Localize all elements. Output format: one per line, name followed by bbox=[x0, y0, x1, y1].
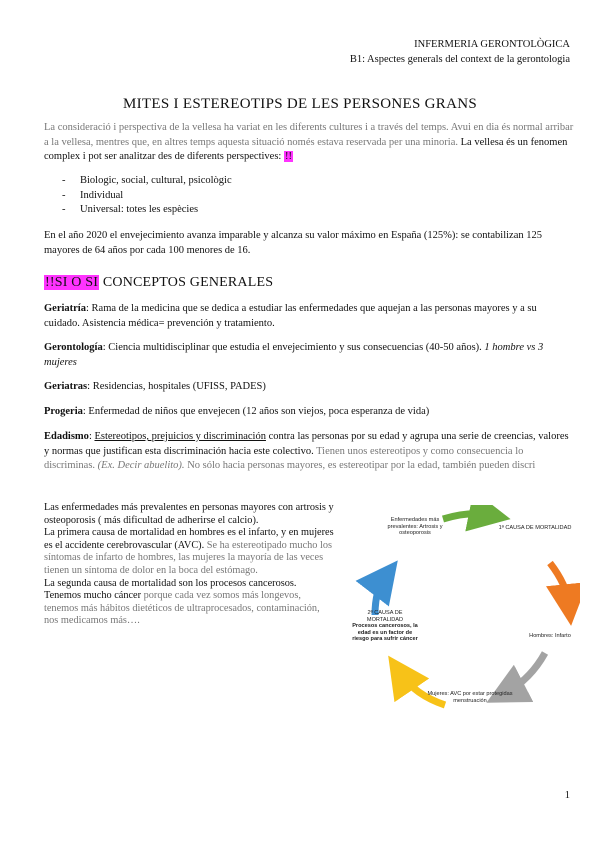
def-term: Progeria bbox=[44, 406, 83, 417]
def-term: Geriatras bbox=[44, 381, 88, 392]
def-gray-2: No sólo hacia personas mayores, es estereotipar por la edad, también pueden discri bbox=[184, 460, 536, 472]
intro-paragraph bbox=[44, 121, 574, 165]
def-example: (Ex. Decir abuelito). bbox=[97, 460, 185, 472]
def-term: Gerontología bbox=[44, 342, 103, 353]
diseases-p1: Las enfermedades más prevalentes en personas mayores con artrosis y osteoporosis ( más dificultad de adherirse el calcio). bbox=[44, 502, 334, 526]
diseases-p2-black: La primera causa de mortalidad en hombres es el infarto, y en mujeres es el accidente cerebrovascular (AVC). bbox=[44, 527, 334, 551]
header-course: INFERMERIA GERONTOLÒGICA bbox=[414, 39, 570, 50]
def-gerontologia bbox=[44, 341, 574, 370]
diseases-text bbox=[44, 502, 334, 628]
def-edadismo bbox=[44, 430, 574, 474]
def-sep: : bbox=[88, 431, 92, 442]
page-number: 1 bbox=[564, 790, 570, 801]
page-title: MITES I ESTEREOTIPS DE LES PERSONES GRANS bbox=[123, 96, 477, 112]
def-text: : Rama de la medicina que se dedica a estudiar las enfermedades que aquejan a las personas mayores y a su cuidado. Asistencia médica= prevención y tratamiento. bbox=[44, 303, 537, 329]
gray-arrow bbox=[505, 653, 545, 693]
mortality-cycle-diagram bbox=[345, 505, 580, 730]
def-geriatria bbox=[44, 302, 574, 331]
section-heading bbox=[44, 275, 273, 291]
aging-stat: En el año 2020 el envejecimiento avanza imparable y alcanza su valor máximo en España (125%): se contabilizan 125 mayores de 64 años por cada 100 menores de 16. bbox=[44, 230, 542, 256]
cycle-label-left-head: 2ª CAUSA DE MORTALIDAD bbox=[366, 610, 404, 623]
cycle-label-left-body: Procesos cancerosos, la edad es un factor de riesgo para sufrir cáncer bbox=[352, 623, 418, 643]
list-item: - Individual bbox=[62, 189, 232, 204]
section-highlight: !!SI O SI bbox=[45, 275, 99, 290]
def-text: contra las personas por su edad y agrupa una serie de creencias, valores y normas que justifican esta discriminación hacia este colectivo. bbox=[44, 431, 569, 457]
orange-arrow bbox=[550, 563, 569, 605]
def-text: : Ciencia multidisciplinar que estudia el envejecimiento y sus consecuencias (40-50 años). bbox=[102, 342, 482, 353]
def-progeria bbox=[44, 405, 574, 420]
list-item: - Biologic, social, cultural, psicològic bbox=[62, 174, 232, 189]
cycle-label-bottom: Mujeres: AVC por estar protegidas menstruación bbox=[427, 691, 513, 704]
cycle-label-top-left: Enfermedades más prevalentes: Artrosis y osteoporosis bbox=[387, 517, 443, 537]
header-block: B1: Aspectes generals del context de la gerontologia bbox=[349, 54, 570, 65]
def-gray-1: Tienen unos estereotipos y como consecuencia lo discriminas. bbox=[44, 445, 524, 472]
intro-gray-text: La consideració i perspectiva de la vellesa ha variat en les diferents cultures i a través del temps. Avui en dia és normal arribar a la vellesa, mentres que, en altres temps aquesta situació només estava reservada per una minoria. bbox=[44, 122, 574, 148]
def-underlined: Estereotipos, prejuicios y discriminación bbox=[94, 431, 266, 442]
diseases-p3-gray: porque cada vez somos más longevos, tenemos más hábitos dietéticos de ultraprocesados, contaminación, nos medicamos más…. bbox=[44, 590, 320, 627]
diseases-p2-gray: Se ha estereotipado mucho los síntomas de infarto de hombres, las mujeres la mayoría de las veces tienen un síntoma de dolor en la boca del estómago. bbox=[44, 539, 333, 576]
perspectives-list bbox=[62, 174, 232, 218]
cycle-label-right: Hombres: Infarto bbox=[529, 633, 571, 639]
intro-highlight: !! bbox=[284, 151, 292, 163]
diseases-p3-black: La segunda causa de mortalidad son los procesos cancerosos. Tenemos mucho cáncer bbox=[44, 577, 297, 602]
def-term: Edadismo bbox=[44, 431, 89, 442]
def-term: Geriatría bbox=[44, 303, 86, 314]
section-title: CONCEPTOS GENERALES bbox=[102, 275, 274, 290]
cycle-label-left bbox=[350, 610, 420, 643]
def-note: 1 hombre vs 3 mujeres bbox=[44, 342, 544, 368]
def-text: : Residencias, hospitales (UFISS, PADES) bbox=[87, 381, 266, 392]
def-geriatras bbox=[44, 380, 574, 395]
def-text: : Enfermedad de niños que envejecen (12 años son viejos, poca esperanza de vida) bbox=[82, 406, 430, 417]
intro-black-text: La vellesa és un fenomen complex i pot ser analitzar des de diferents perspectives: bbox=[44, 136, 568, 163]
list-item: - Universal: totes les espècies bbox=[62, 203, 232, 218]
cycle-label-top-right: 1ª CAUSA DE MORTALIDAD bbox=[498, 525, 572, 531]
